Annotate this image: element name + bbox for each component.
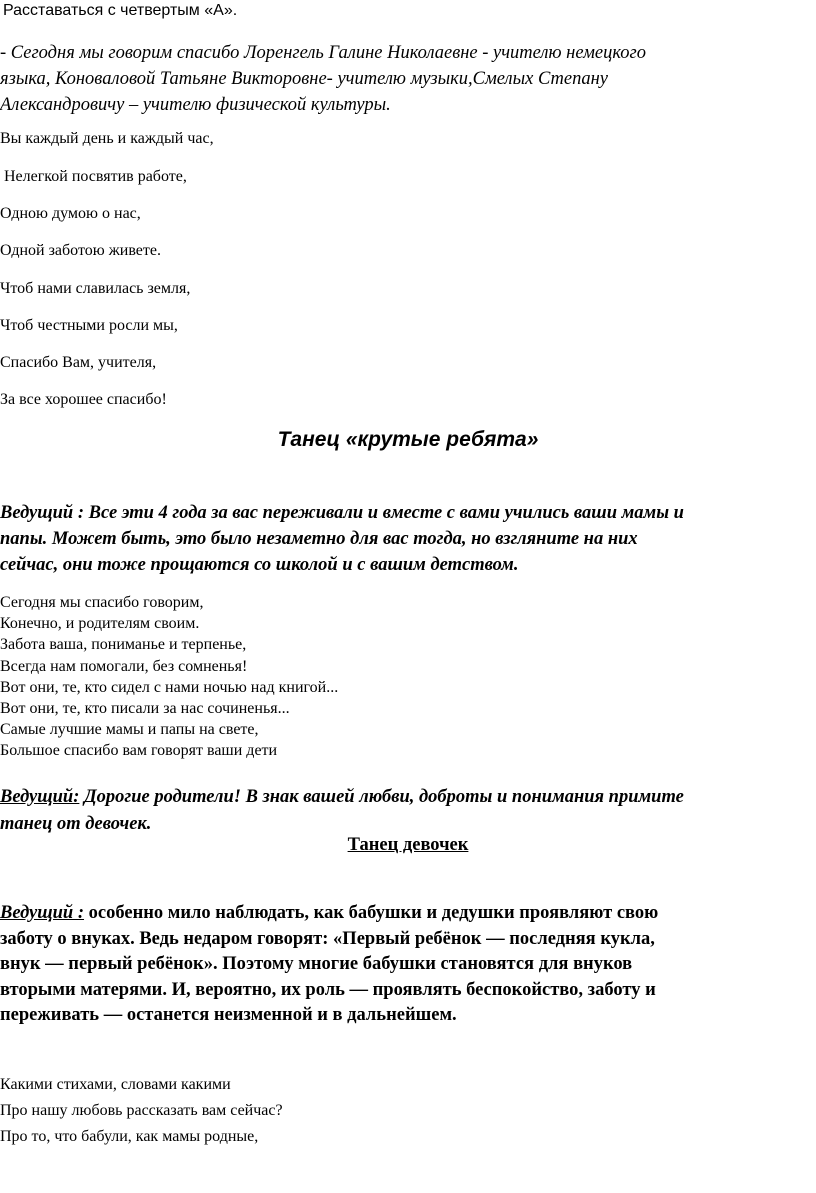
host-line: папы. Может быть, это было незаметно для вас тогда, но взгляните на них (0, 529, 638, 549)
intro-line: языка, Коноваловой Татьяне Викторовне- учителю музыки,Смелых Степану (0, 69, 609, 89)
poem2-line: Вот они, те, кто писали за нас сочиненья... (0, 700, 290, 718)
host-line: танец от девочек. (0, 814, 152, 834)
poem1-line: Чтоб нами славилась земля, (0, 280, 191, 297)
dance-title: Танец «крутые ребята» (277, 428, 539, 451)
poem1-line: Одной заботою живете. (0, 242, 161, 259)
poem3-line: Про нашу любовь рассказать вам сейчас? (0, 1102, 283, 1119)
poem2-line: Всегда нам помогали, без сомненья! (0, 657, 248, 675)
poem3-line: Про то, что бабули, как мамы родные, (0, 1128, 259, 1145)
host-line: заботу о внуках. Ведь недаром говорят: «Первый ребёнок — последняя кукла, (0, 928, 655, 949)
poem1-line: Чтоб честными росли мы, (0, 317, 178, 334)
host-speech (0, 901, 658, 1029)
host-line: сейчас, они тоже прощаются со школой и с вашим детством. (0, 555, 519, 575)
poem2-line: Забота ваша, пониманье и терпенье, (0, 636, 247, 654)
poem2-line: Конечно, и родителям своим. (0, 615, 200, 633)
intro-line: Александровичу – учителю физической культуры. (0, 95, 391, 115)
host-line: переживать — останется неизменной и в дальнейшем. (0, 1005, 457, 1025)
poem2-line: Самые лучшие мамы и папы на свете, (0, 721, 259, 739)
poem1-line: Нелегкой посвятив работе, (0, 168, 187, 185)
poem1-line: За все хорошее спасибо! (0, 391, 167, 408)
host-label: Ведущий : (0, 903, 85, 923)
poem1-line: Спасибо Вам, учителя, (0, 354, 157, 371)
poem1-line: Одною думою о нас, (0, 205, 141, 222)
poem3-line: Какими стихами, словами какими (0, 1076, 231, 1093)
poem2-line: Сегодня мы спасибо говорим, (0, 594, 204, 611)
dance-title: Танец девочек (347, 835, 469, 855)
host-text: особенно мило наблюдать, как бабушки и дедушки проявляют свою (84, 903, 659, 923)
poem1-line: Вы каждый день и каждый час, (0, 130, 214, 147)
host-line: Ведущий : Все эти 4 года за вас переживали и вместе с вами учились ваши мамы и (0, 503, 684, 523)
host-line: внук — первый ребёнок». Поэтому многие бабушки становятся для внуков (0, 954, 633, 974)
poem2-line: Большое спасибо вам говорят ваши дети (0, 742, 278, 760)
host-speech (0, 784, 684, 838)
host-text: Дорогие родители! В знак вашей любви, доброты и понимания примите (79, 787, 684, 807)
host-line: вторыми матерями. И, вероятно, их роль — проявлять беспокойство, заботу и (0, 979, 656, 1000)
parents-poem (0, 592, 338, 762)
section-heading: Расставаться с четвертым «А». (3, 2, 238, 19)
intro-line: - Сегодня мы говорим спасибо Лоренгель Галине Николаевне - учителю немецкого (0, 43, 647, 63)
poem2-line: Вот они, те, кто сидел с нами ночью над книгой... (0, 678, 339, 696)
host-label: Ведущий: (0, 787, 80, 807)
